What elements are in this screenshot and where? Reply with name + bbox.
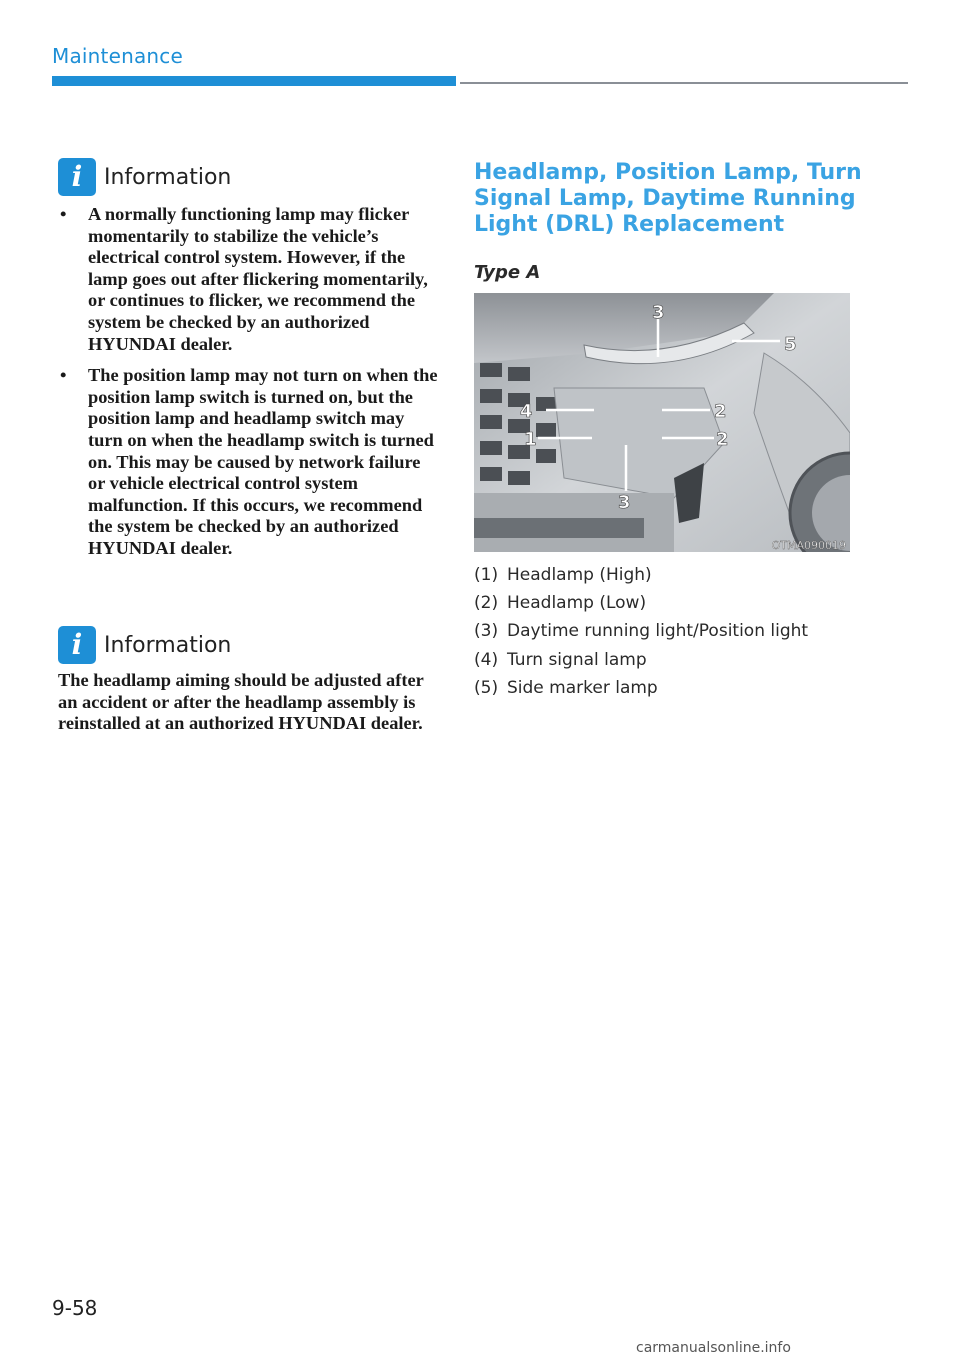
callout-label: 1: [524, 429, 537, 450]
info-label: Information: [104, 164, 232, 190]
callout-label: 5: [784, 334, 797, 355]
type-heading: Type A: [474, 262, 541, 283]
callout-label: 2: [714, 401, 727, 422]
info-icon: i: [58, 626, 96, 664]
list-item: • A normally functioning lamp may flicker momentarily to stabilize the vehicle’s electrical control system. However, if the lamp goes out after flickering momentarily, or continues to flicker, we recommend the system be checked by an authorized HYUNDAI dealer.: [60, 204, 428, 354]
replacement-heading: Headlamp, Position Lamp, Turn Signal Lamp, Daytime Running Light (DRL) Replacement: [474, 160, 862, 237]
callout-label: 4: [520, 401, 533, 422]
section-title: Maintenance: [52, 44, 183, 68]
list-item: (5) Side marker lamp: [474, 677, 658, 698]
list-item: (1) Headlamp (High): [474, 565, 652, 585]
callout-label: 3: [618, 492, 631, 513]
info-paragraph: The headlamp aiming should be adjusted after an accident or after the headlamp assembly is reinstalled at an authorized HYUNDAI dealer.: [58, 670, 424, 734]
info-bullet-list: [58, 204, 438, 570]
page-number: 9-58: [52, 1296, 98, 1320]
info-label: Information: [104, 632, 232, 658]
list-item: (2) Headlamp (Low): [474, 593, 647, 614]
list-item: • The position lamp may not turn on when the position lamp switch is turned on, but the position lamp and headlamp switch may turn on when the headlamp switch is turned on. This may be caused by network failure or vehicle electrical control system malfunction. If this occurs, we recommend the system be checked by an authorized HYUNDAI dealer.: [60, 365, 438, 558]
header-rule-accent: [52, 76, 456, 86]
callout-label: 2: [716, 429, 729, 450]
watermark-link[interactable]: carmanualsonline.info: [636, 1340, 791, 1356]
headlamp-figure: [474, 293, 850, 552]
info-icon: i: [58, 158, 96, 196]
figure-code: OTMA090019: [771, 539, 846, 552]
info-heading: [58, 626, 231, 664]
bullet-text: The position lamp may not turn on when the position lamp switch is turned on, but the position lamp and headlamp switch may turn on when the headlamp switch is turned on. This may be caused by network failure or vehicle electrical control system malfunction. If this occurs, we recommend the system be checked by an authorized HYUNDAI dealer.: [88, 365, 438, 558]
callout-label: 3: [652, 302, 665, 323]
list-item: (4) Turn signal lamp: [474, 649, 647, 670]
figure-legend: [474, 561, 808, 702]
list-item: (3) Daytime running light/Position light: [474, 621, 809, 642]
header-rule: [460, 82, 908, 84]
info-heading: [58, 158, 231, 196]
bullet-text: A normally functioning lamp may flicker momentarily to stabilize the vehicle’s electrical control system. However, if the lamp goes out after flickering momentarily, or continues to flicker, we recommend the system be checked by an authorized HYUNDAI dealer.: [88, 204, 428, 354]
